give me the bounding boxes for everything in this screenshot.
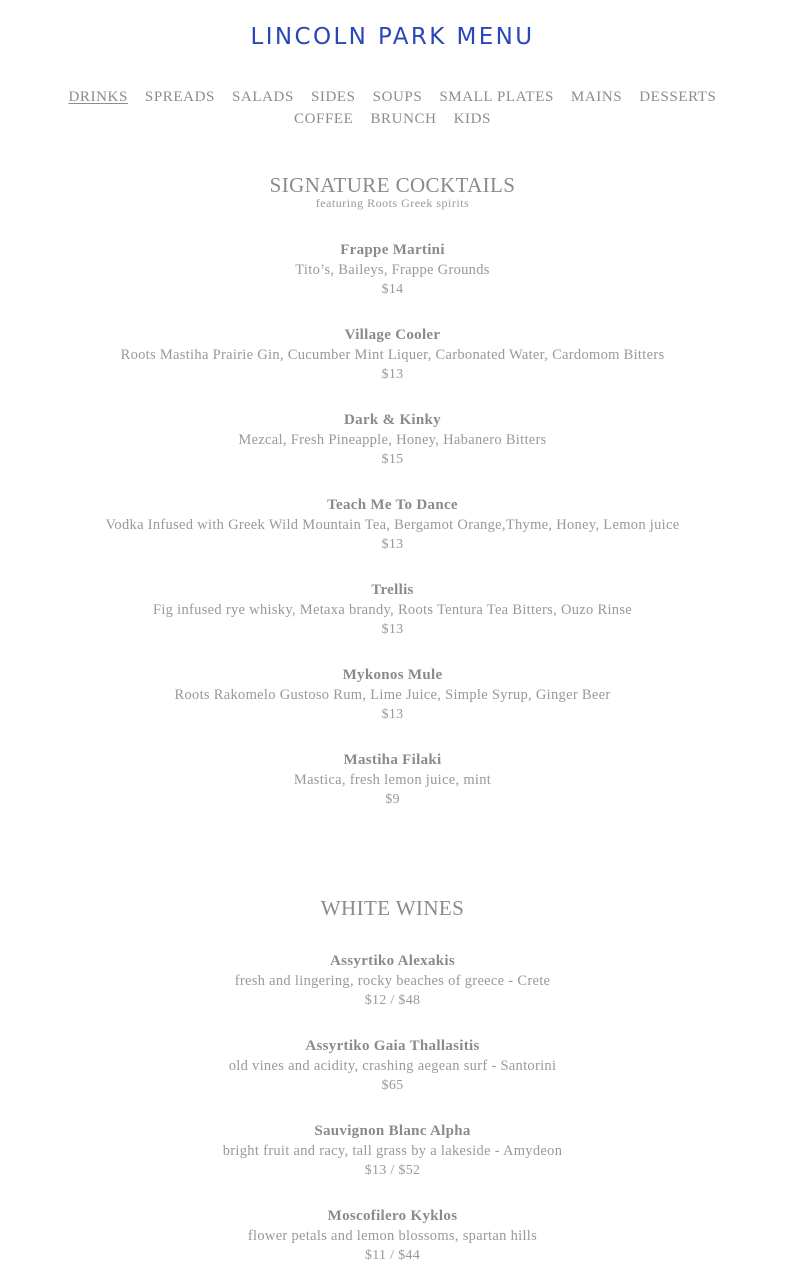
white-wines-section	[0, 896, 785, 1266]
nav-link-spreads[interactable]: SPREADS	[144, 89, 215, 105]
menu-category-nav	[0, 86, 785, 130]
item-description: Roots Mastiha Prairie Gin, Cucumber Mint Liquer, Carbonated Water, Cardomom Bitters	[120, 347, 665, 363]
menu-item	[0, 1036, 785, 1096]
item-name: Assyrtiko Alexakis	[330, 953, 455, 969]
nav-link-drinks[interactable]: DRINKS	[68, 89, 128, 105]
menu-item	[0, 325, 785, 385]
nav-row-1	[0, 86, 785, 108]
item-price: $9	[385, 792, 400, 807]
nav-row-2	[0, 108, 785, 130]
item-description: Mastica, fresh lemon juice, mint	[293, 772, 492, 788]
cocktail-list	[0, 240, 785, 810]
item-description: Tito’s, Baileys, Frappe Grounds	[295, 262, 490, 278]
item-name: Dark & Kinky	[344, 412, 441, 428]
item-name: Mastiha Filaki	[343, 752, 442, 768]
section-title: WHITE WINES	[320, 896, 465, 920]
nav-link-small-plates[interactable]: SMALL PLATES	[439, 89, 554, 105]
nav-link-desserts[interactable]: DESSERTS	[639, 89, 717, 105]
item-price: $13	[381, 367, 404, 382]
item-description: fresh and lingering, rocky beaches of greece - Crete	[234, 973, 551, 989]
page-title: LINCOLN PARK MENU	[250, 24, 535, 50]
item-name: Mykonos Mule	[342, 667, 443, 683]
item-description: Fig infused rye whisky, Metaxa brandy, Roots Tentura Tea Bitters, Ouzo Rinse	[152, 602, 633, 618]
nav-link-salads[interactable]: SALADS	[231, 89, 294, 105]
menu-item	[0, 1206, 785, 1266]
nav-link-sides[interactable]: SIDES	[310, 89, 356, 105]
item-price: $13	[381, 707, 404, 722]
item-name: Moscofilero Kyklos	[327, 1208, 458, 1224]
item-price: $12 / $48	[364, 993, 421, 1008]
menu-item	[0, 750, 785, 810]
section-title: SIGNATURE COCKTAILS	[269, 173, 516, 197]
item-description: flower petals and lemon blossoms, spartan hills	[247, 1228, 538, 1244]
menu-item	[0, 951, 785, 1011]
item-price: $11 / $44	[364, 1248, 421, 1263]
menu-item	[0, 410, 785, 470]
menu-item	[0, 1121, 785, 1181]
nav-link-mains[interactable]: MAINS	[570, 89, 623, 105]
section-subtitle: featuring Roots Greek spirits	[315, 196, 470, 210]
item-description: bright fruit and racy, tall grass by a lakeside - Amydeon	[222, 1143, 563, 1159]
item-price: $13	[381, 537, 404, 552]
item-name: Frappe Martini	[340, 242, 445, 258]
item-price: $65	[381, 1078, 404, 1093]
menu-item	[0, 580, 785, 640]
item-description: Roots Rakomelo Gustoso Rum, Lime Juice, Simple Syrup, Ginger Beer	[174, 687, 611, 703]
nav-link-coffee[interactable]: COFFEE	[294, 111, 354, 127]
item-name: Teach Me To Dance	[327, 497, 458, 513]
item-price: $13	[381, 622, 404, 637]
item-name: Assyrtiko Gaia Thallasitis	[305, 1038, 480, 1054]
nav-link-soups[interactable]: SOUPS	[372, 89, 423, 105]
item-name: Trellis	[371, 582, 414, 598]
nav-link-kids[interactable]: KIDS	[453, 111, 491, 127]
item-price: $14	[381, 282, 404, 297]
item-price: $15	[381, 452, 404, 467]
nav-link-brunch[interactable]: BRUNCH	[370, 111, 437, 127]
item-description: Mezcal, Fresh Pineapple, Honey, Habanero Bitters	[238, 432, 547, 448]
signature-cocktails-section	[0, 173, 785, 810]
menu-item	[0, 495, 785, 555]
menu-item	[0, 665, 785, 725]
item-price: $13 / $52	[364, 1163, 421, 1178]
item-description: old vines and acidity, crashing aegean surf - Santorini	[228, 1058, 557, 1074]
item-description: Vodka Infused with Greek Wild Mountain Tea, Bergamot Orange,Thyme, Honey, Lemon juice	[105, 517, 680, 533]
item-name: Village Cooler	[344, 327, 441, 343]
menu-item	[0, 240, 785, 300]
white-wine-list	[0, 951, 785, 1266]
item-name: Sauvignon Blanc Alpha	[314, 1123, 471, 1139]
